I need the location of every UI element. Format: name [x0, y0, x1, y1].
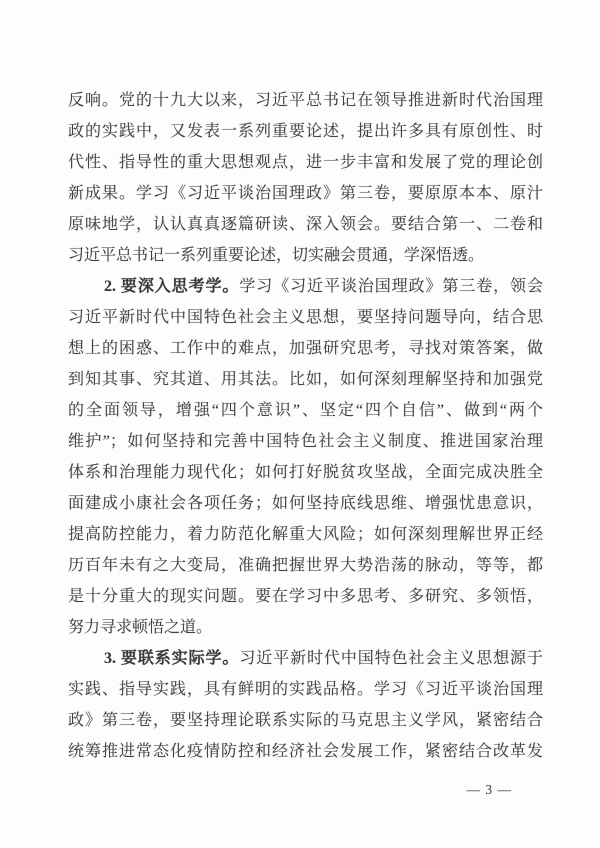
text-run: 想上的困惑、工作中的难点，加强研究思考，寻找对策答案，做: [68, 340, 543, 357]
text-line: [68, 674, 543, 705]
text-line: [68, 550, 543, 581]
text-line: [68, 364, 543, 395]
text-run: 维护”；如何坚持和完善中国特色社会主义制度、推进国家治理: [68, 433, 543, 450]
text-line: [68, 457, 543, 488]
text-run: 政的实践中，又发表一系列重要论述，提出许多具有原创性、时: [68, 123, 543, 140]
text-line: [68, 147, 543, 178]
text-line: [68, 519, 543, 550]
text-run: 习近平新时代中国特色社会主义思想，要坚持问题导向，结合思: [68, 309, 543, 326]
text-line: [68, 302, 543, 333]
text-run: 努力寻求顿悟之道。: [68, 619, 213, 636]
text-run: 历百年未有之大变局，准确把握世界大势浩荡的脉动，等等，都: [68, 557, 543, 574]
text-line: [68, 643, 543, 674]
text-run: 是十分重大的现实问题。要在学习中多思考、多研究、多领悟，: [68, 588, 543, 605]
text-run: 体系和治理能力现代化；如何打好脱贫攻坚战，全面完成决胜全: [68, 464, 543, 481]
text-run: 习近平总书记一系列重要论述，切实融会贯通，学深悟透。: [68, 247, 485, 264]
text-line: [68, 85, 543, 116]
text-run: 习近平新时代中国特色社会主义思想源于: [239, 650, 543, 667]
page-number: — 3 —: [466, 782, 512, 797]
text-line: [68, 581, 543, 612]
text-run: 原味地学，认认真真逐篇研读、深入领会。要结合第一、二卷和: [68, 216, 543, 233]
text-line: [68, 271, 543, 302]
text-run: 统筹推进常态化疫情防控和经济社会发展工作，紧密结合改革发: [68, 743, 543, 760]
text-line: [68, 116, 543, 147]
text-run: 政》第三卷，要坚持理论联系实际的马克思主义学风，紧密结合: [68, 712, 543, 729]
text-line: [68, 395, 543, 426]
text-line: [68, 488, 543, 519]
text-run: 新成果。学习《习近平谈治国理政》第三卷，要原原本本、原汁: [68, 185, 543, 202]
text-line: [68, 736, 543, 767]
text-run: 实践、指导实践，具有鲜明的实践品格。学习《习近平谈治国理: [68, 681, 543, 698]
text-line: [68, 209, 543, 240]
text-line: [68, 426, 543, 457]
text-line: [68, 240, 543, 271]
paragraph-heading: 2. 要深入思考学。: [104, 278, 240, 295]
paragraph-heading: 3. 要联系实际学。: [104, 650, 240, 667]
text-line: [68, 612, 543, 643]
text-run: 代性、指导性的重大思想观点，进一步丰富和发展了党的理论创: [68, 154, 543, 171]
text-run: 提高防控能力，着力防范化解重大风险；如何深刻理解世界正经: [68, 526, 543, 543]
text-line: [68, 178, 543, 209]
text-run: 面建成小康社会各项任务；如何坚持底线思维、增强忧患意识，: [68, 495, 543, 512]
text-run: 学习《习近平谈治国理政》第三卷，领会: [239, 278, 543, 295]
text-run: 反响。党的十九大以来，习近平总书记在领导推进新时代治国理: [68, 92, 543, 109]
text-run: 到知其事、究其道、用其法。比如，如何深刻理解坚持和加强党: [68, 371, 543, 388]
text-line: [68, 705, 543, 736]
text-run: 的全面领导，增强“四个意识”、坚定“四个自信”、做到“两个: [68, 402, 543, 419]
document-body: [68, 85, 543, 767]
text-line: [68, 333, 543, 364]
